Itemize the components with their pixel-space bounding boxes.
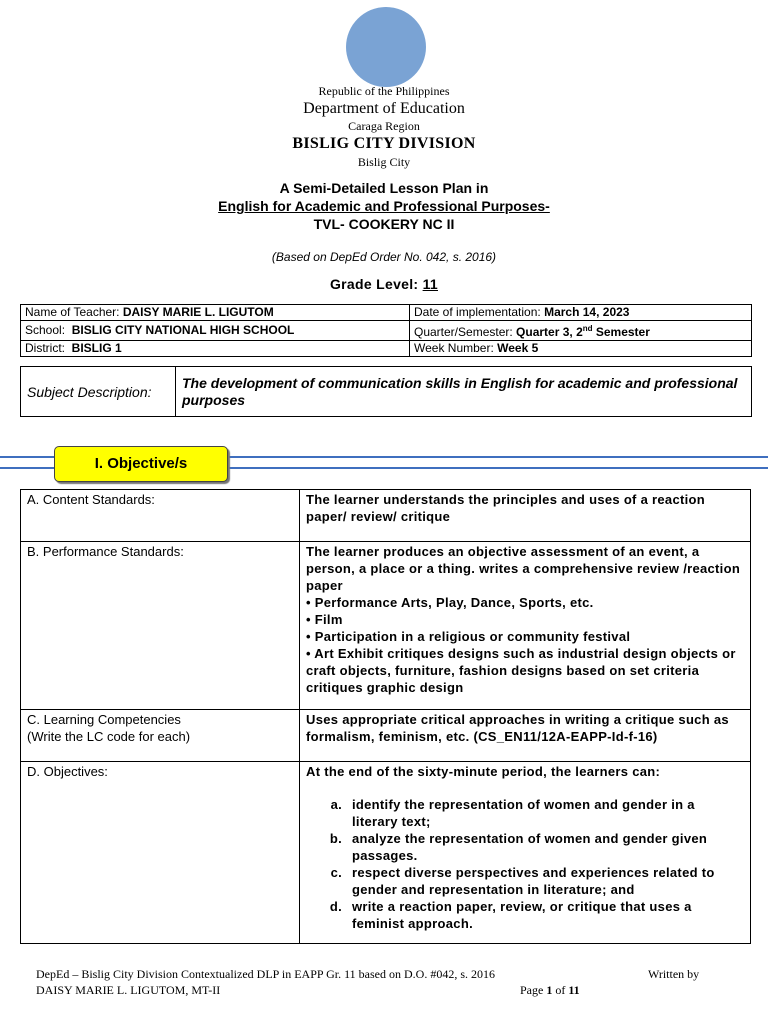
school-label: School: — [25, 323, 72, 337]
title-line-3: TVL- COOKERY NC II — [313, 216, 455, 232]
grade-level-value: 11 — [422, 276, 438, 292]
performance-standards-value — [300, 542, 751, 710]
table-row — [21, 762, 751, 944]
performance-standards-label: B. Performance Standards: — [21, 542, 300, 710]
list-item: b. analyze the representation of women and gender given passages. — [346, 830, 744, 864]
page-label: Page — [520, 983, 547, 997]
deped-seal-image — [346, 7, 426, 87]
page-number — [520, 983, 580, 998]
performance-standards-line: • Participation in a religious or community festival — [306, 629, 631, 644]
quarter-cell — [410, 321, 752, 341]
performance-standards-line: • Art Exhibit critiques designs such as industrial design objects or craft objects, furniture, fashion designs based on set criteria critiques graphic design — [306, 646, 736, 695]
content-standards-value: The learner understands the principles and uses of a reaction paper/ review/ critique — [300, 490, 751, 542]
footer-author: DAISY MARIE L. LIGUTOM, MT-II — [36, 983, 221, 997]
objectives-value — [300, 762, 751, 944]
list-item: d. write a reaction paper, review, or critique that uses a feminist approach. — [346, 898, 744, 932]
list-item: c. respect diverse perspectives and experiences related to gender and representation in literature; and — [346, 864, 744, 898]
page-current: 1 — [546, 983, 553, 997]
quarter-tail: Semester — [592, 325, 650, 339]
region-text: Caraga Region — [348, 119, 420, 133]
quarter-value — [516, 325, 650, 339]
week-value: Week 5 — [497, 341, 539, 355]
learning-competencies-label — [21, 710, 300, 762]
quarter-sup: nd — [582, 324, 593, 333]
table-row — [21, 542, 751, 710]
title-line-2: English for Academic and Professional Purposes- — [218, 198, 550, 214]
subject-description-value: The development of communication skills in English for academic and professional purposes — [176, 367, 752, 417]
district-cell — [21, 341, 410, 357]
quarter-label: Quarter/Semester: — [414, 325, 517, 339]
lesson-plan-title — [0, 179, 768, 233]
footer-written-by: Written by — [648, 967, 700, 981]
quarter-text: Quarter 3, 2 — [516, 325, 583, 339]
grade-level-label: Grade Level: — [329, 276, 423, 292]
date-value: March 14, 2023 — [544, 305, 630, 319]
table-row — [21, 341, 752, 357]
department-text: Department of Education — [303, 100, 465, 117]
republic-text: Republic of the Philippines — [318, 84, 450, 98]
performance-standards-line: The learner produces an objective assessment of an event, a person, a place or a thing. writes a comprehensive review /reaction paper — [306, 544, 741, 593]
week-cell — [410, 341, 752, 357]
performance-standards-line: • Performance Arts, Play, Dance, Sports, etc. — [306, 595, 594, 610]
content-standards-label: A. Content Standards: — [21, 490, 300, 542]
table-row — [21, 321, 752, 341]
title-line-1: A Semi-Detailed Lesson Plan in — [279, 180, 489, 196]
grade-level — [0, 276, 768, 292]
school-cell — [21, 321, 410, 341]
lesson-info-table — [20, 304, 752, 357]
list-item: a. identify the representation of women and gender in a literary text; — [346, 796, 744, 830]
page-of: of — [552, 983, 569, 997]
week-label: Week Number: — [414, 341, 498, 355]
deped-order-basis: (Based on DepEd Order No. 042, s. 2016) — [271, 250, 497, 264]
page-total: 11 — [568, 983, 580, 997]
objectives-intro: At the end of the sixty-minute period, the learners can: — [306, 764, 661, 779]
learning-competencies-value: Uses appropriate critical approaches in writing a critique such as formalism, feminism, etc. (CS_EN11/12A-EAPP-Id-f-16) — [300, 710, 751, 762]
performance-standards-line: • Film — [306, 612, 343, 627]
objectives-list — [306, 796, 744, 932]
city-text: Bislig City — [357, 155, 411, 169]
teacher-cell — [21, 305, 410, 321]
objectives-heading: I. Objective/s — [54, 446, 228, 482]
district-label: District: — [25, 341, 72, 355]
table-row — [21, 305, 752, 321]
table-row — [21, 710, 751, 762]
table-row — [21, 490, 751, 542]
school-name: BISLIG CITY NATIONAL HIGH SCHOOL — [71, 323, 295, 337]
learning-competencies-title: C. Learning Competencies — [27, 712, 181, 727]
table-row — [21, 367, 752, 417]
subject-description-table — [20, 366, 752, 417]
footer-description: DepEd – Bislig City Division Contextualized DLP in EAPP Gr. 11 based on D.O. #042, s. 2016 — [36, 967, 495, 981]
objectives-label: D. Objectives: — [21, 762, 300, 944]
district-value: BISLIG 1 — [71, 341, 122, 355]
objectives-table — [20, 489, 751, 944]
learning-competencies-note: (Write the LC code for each) — [27, 729, 191, 744]
teacher-name: DAISY MARIE L. LIGUTOM — [122, 305, 274, 319]
subject-description-label: Subject Description: — [21, 367, 176, 417]
teacher-label: Name of Teacher: — [25, 305, 123, 319]
date-cell — [410, 305, 752, 321]
date-label: Date of implementation: — [414, 305, 545, 319]
division-text: BISLIG CITY DIVISION — [292, 135, 476, 152]
